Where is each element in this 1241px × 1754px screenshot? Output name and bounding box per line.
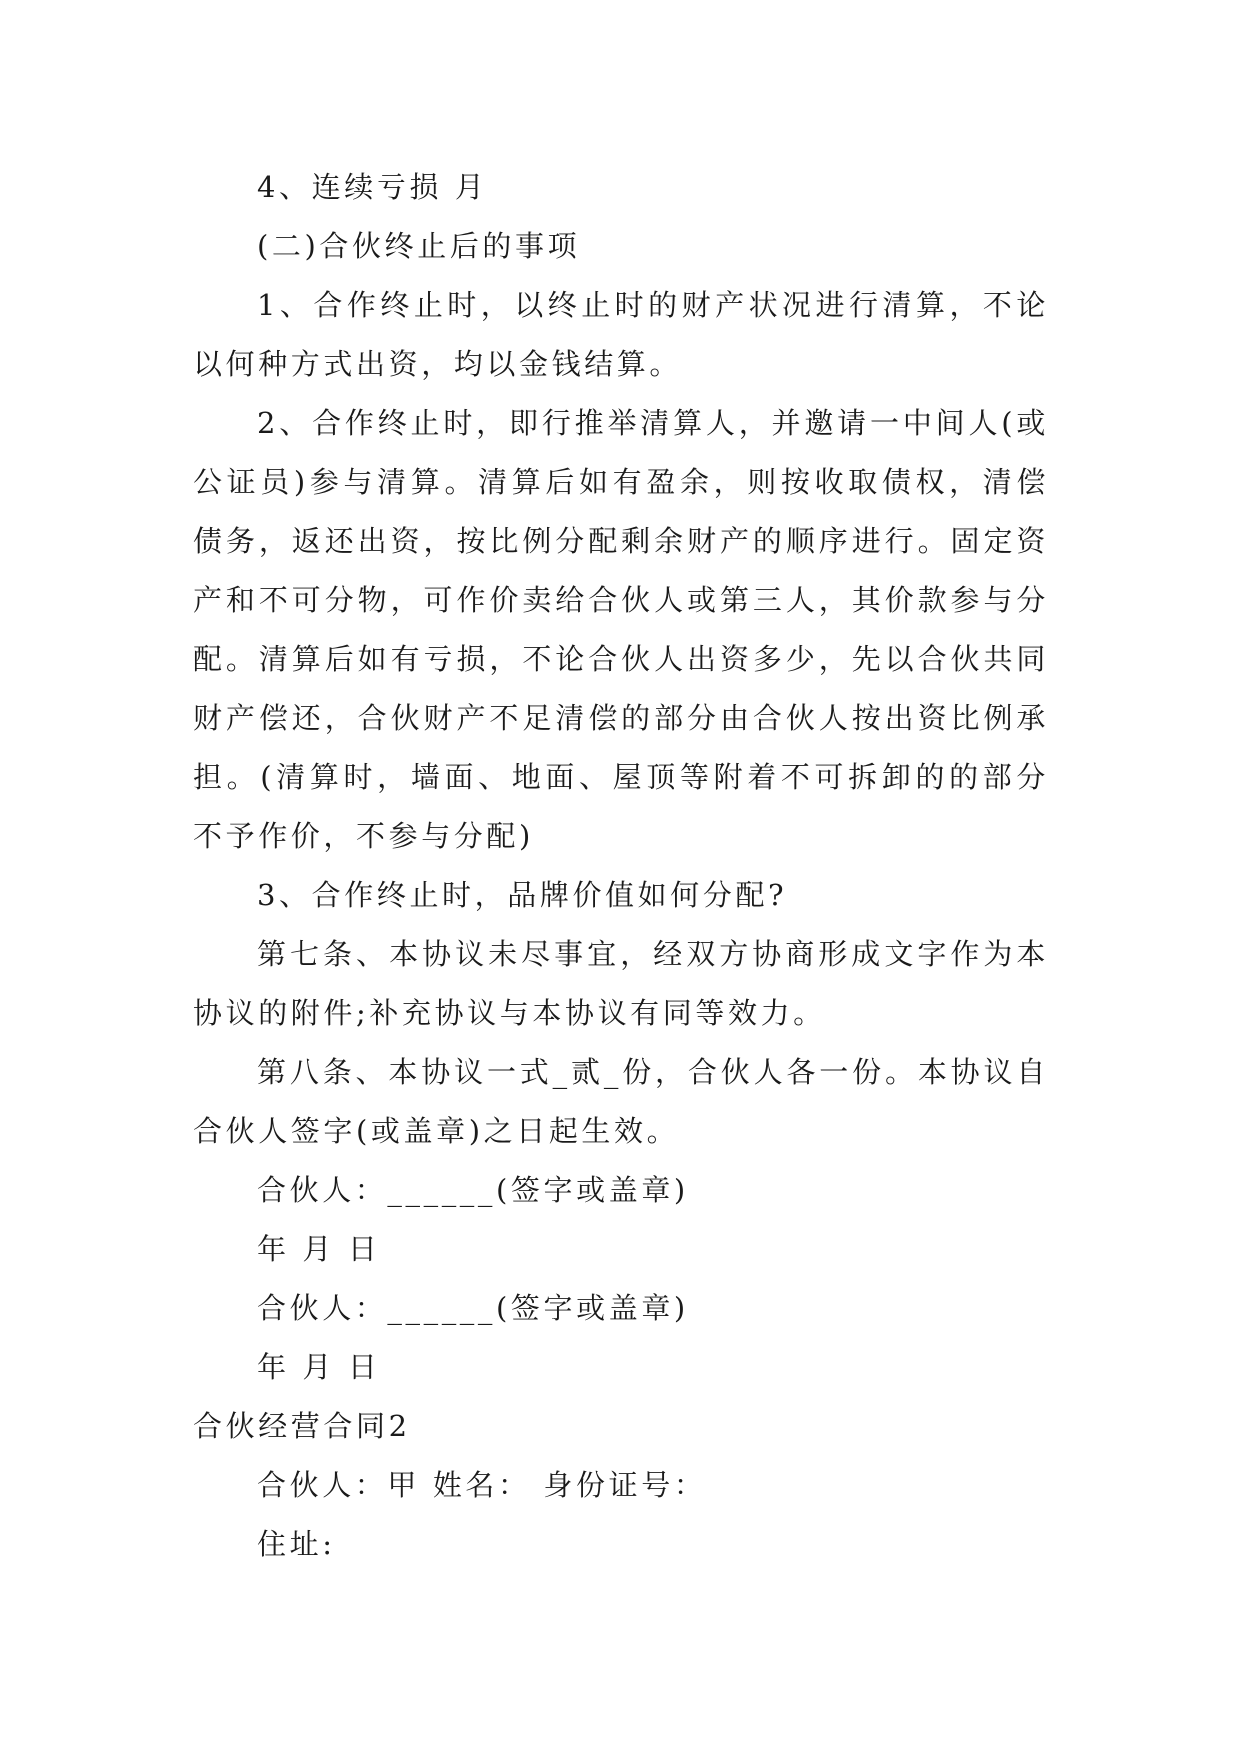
signature-line-partner-1: 合伙人：______(签字或盖章) (257, 1173, 689, 1207)
clause-item-4-consecutive-loss: 4、连续亏损 月 (257, 170, 488, 204)
signature-line-partner-2: 合伙人：______(签字或盖章) (257, 1291, 689, 1325)
date-line-1: 年 月 日 (257, 1232, 381, 1266)
address-line: 住址: (257, 1527, 336, 1561)
article-7: 第七条、本协议未尽事宜，经双方协商形成文字作为本协议的附件;补充协议与本协议有同等效力。 (193, 937, 1049, 1030)
clause-item-2-liquidator: 2、合作终止时，即行推举清算人，并邀请一中间人(或公证员)参与清算。清算后如有盈余，则按收取债权，清偿债务，返还出资，按比例分配剩余财产的顺序进行。固定资产和不可分物，可作价卖给合伙人或第三人，其价款参与分配。清算后如有亏损，不论合伙人出资多少，先以合伙共同财产偿还，合伙财产不足清偿的部分由合伙人按出资比例承担。(清算时，墙面、地面、屋顶等附着不可拆卸的的部分不予作价，不参与分配) (193, 406, 1049, 853)
contract-title-2: 合伙经营合同2 (193, 1409, 411, 1443)
clause-item-1-liquidation: 1、合作终止时，以终止时的财产状况进行清算，不论以何种方式出资，均以金钱结算。 (193, 288, 1049, 381)
date-line-2: 年 月 日 (257, 1350, 381, 1384)
partner-a-info: 合伙人：甲 姓名： 身份证号： (257, 1468, 707, 1502)
document-page (193, 158, 1049, 1574)
article-8: 第八条、本协议一式_贰_份，合伙人各一份。本协议自合伙人签字(或盖章)之日起生效。 (193, 1055, 1049, 1148)
section-heading-post-termination: (二)合伙终止后的事项 (257, 229, 581, 263)
clause-item-3-brand-value: 3、合作终止时，品牌价值如何分配? (257, 878, 788, 912)
